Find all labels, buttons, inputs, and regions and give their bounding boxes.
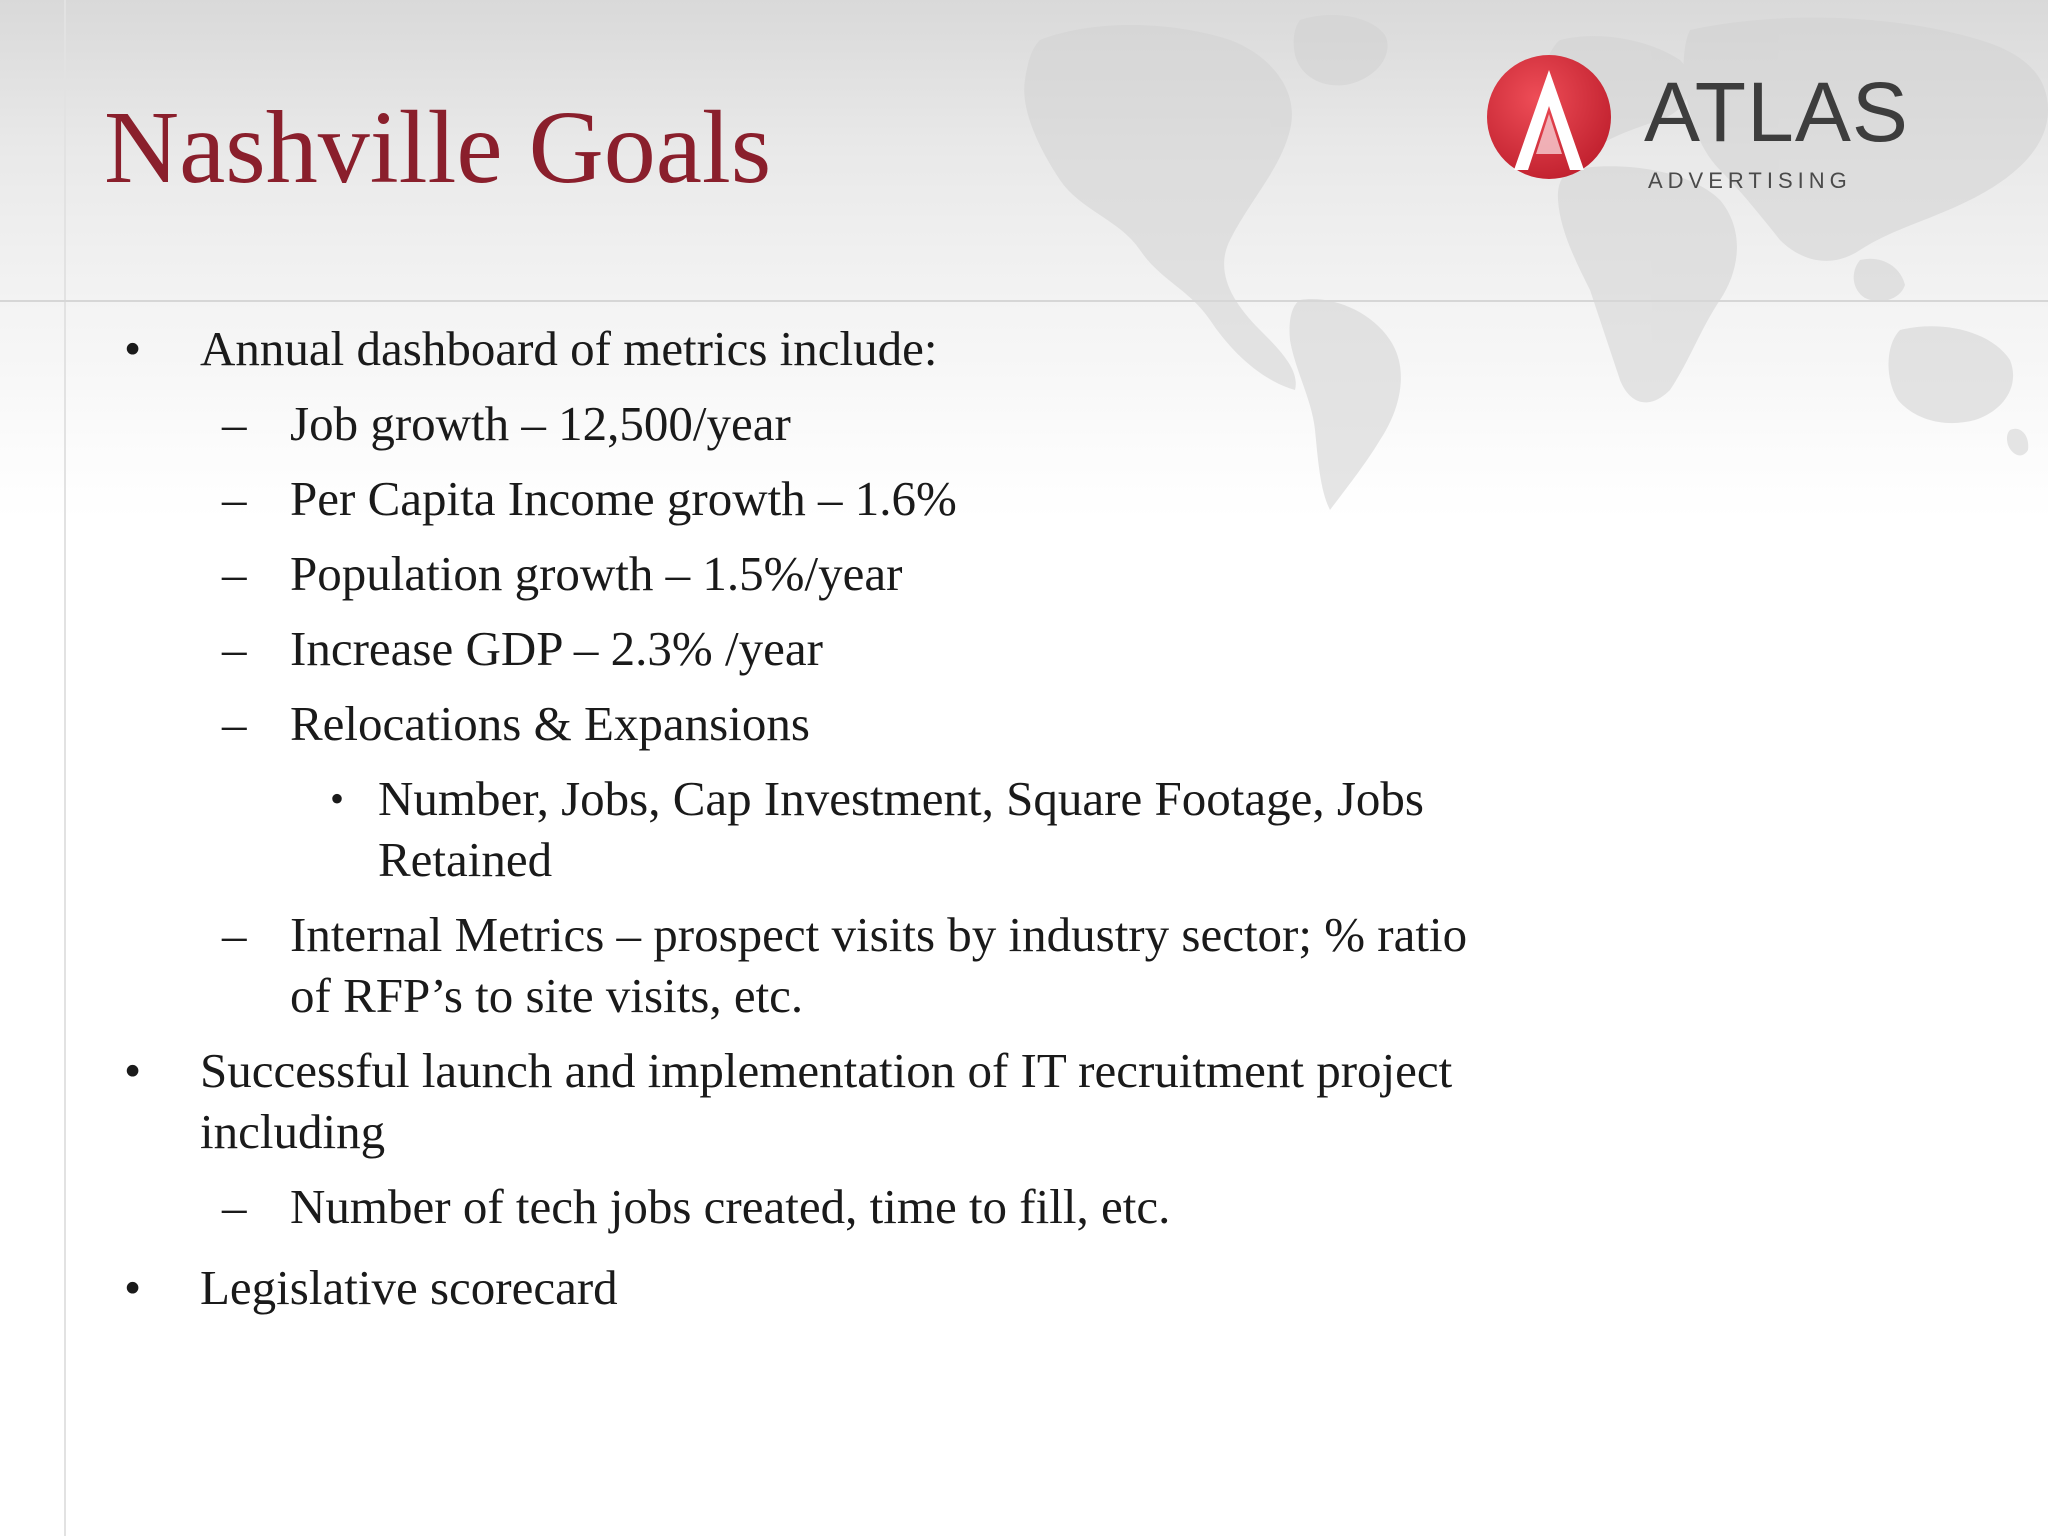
bullet-marker: •	[124, 1260, 142, 1315]
dash-marker: –	[222, 696, 247, 751]
dash-marker: –	[222, 396, 247, 451]
list-item-text: Annual dashboard of metrics include:	[200, 321, 938, 376]
bullet-marker: •	[330, 776, 345, 821]
logo-subtitle: ADVERTISING	[1648, 168, 1852, 193]
slide-title: Nashville Goals	[104, 90, 772, 205]
bullet-marker: •	[124, 1043, 142, 1098]
dash-marker: –	[222, 1179, 247, 1234]
list-item-text: Number, Jobs, Cap Investment, Square Footage, Jobs	[378, 771, 1424, 826]
bullet-marker: •	[124, 321, 142, 376]
list-item-text: Successful launch and implementation of IT recruitment project	[200, 1043, 1453, 1098]
list-item-text: Internal Metrics – prospect visits by industry sector; % ratio	[290, 907, 1468, 962]
list-item-text: Per Capita Income growth – 1.6%	[290, 471, 957, 526]
list-item-text: Retained	[378, 832, 553, 887]
dash-marker: –	[222, 621, 247, 676]
list-item-text: Job growth – 12,500/year	[290, 396, 791, 451]
list-item-text: including	[200, 1104, 386, 1159]
dash-marker: –	[222, 907, 247, 962]
list-item-text: Relocations & Expansions	[290, 696, 810, 751]
list-item-text: Legislative scorecard	[200, 1260, 618, 1315]
list-item-text: Population growth – 1.5%/year	[290, 546, 903, 601]
dash-marker: –	[222, 471, 247, 526]
list-item-text: of RFP’s to site visits, etc.	[290, 968, 804, 1023]
list-item-text: Number of tech jobs created, time to fill, etc.	[290, 1179, 1171, 1234]
dash-marker: –	[222, 546, 247, 601]
list-item-text: Increase GDP – 2.3% /year	[290, 621, 823, 676]
logo-wordmark: ATLAS	[1644, 65, 1909, 159]
